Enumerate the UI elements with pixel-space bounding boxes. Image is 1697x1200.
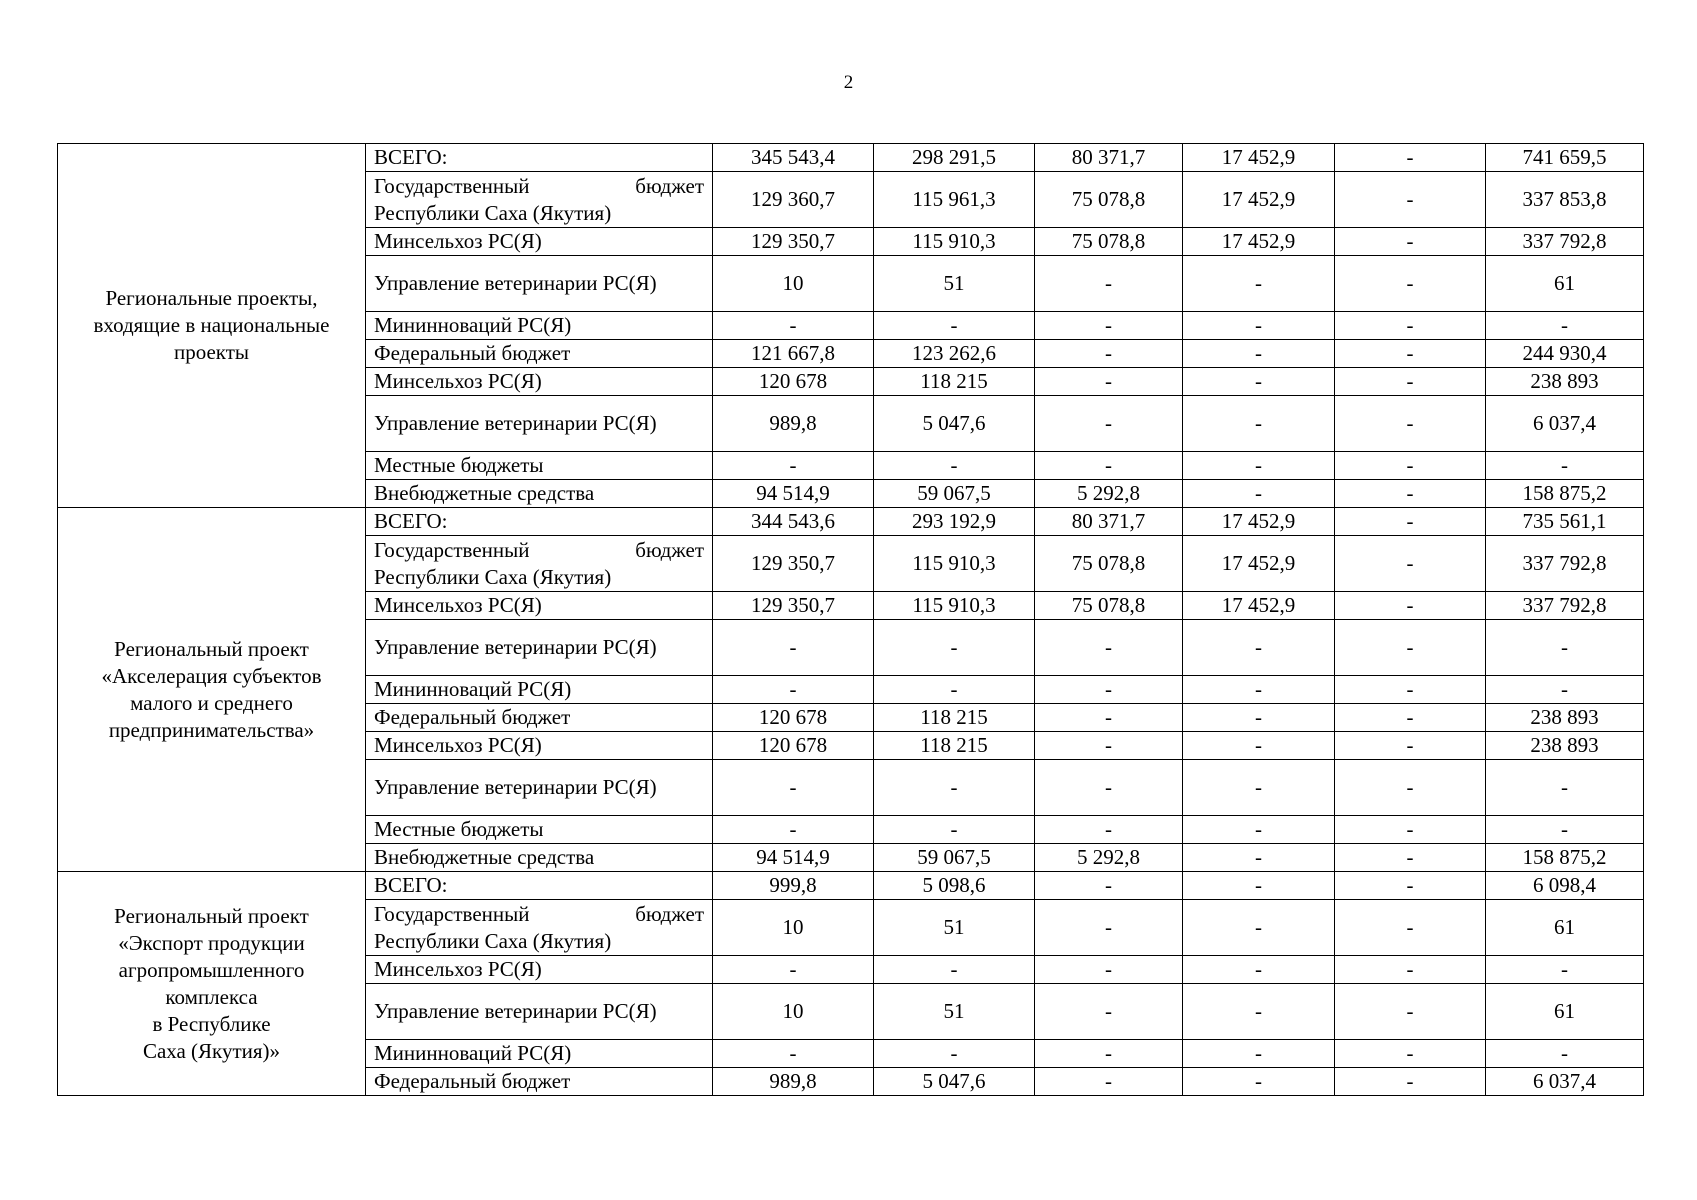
amount-cell: 735 561,1 <box>1486 508 1644 536</box>
amount-cell: - <box>1035 676 1183 704</box>
amount-cell: 129 350,7 <box>713 536 874 592</box>
amount-cell: 238 893 <box>1486 732 1644 760</box>
amount-cell: 75 078,8 <box>1035 592 1183 620</box>
project-name-line: предпринимательства» <box>108 717 315 742</box>
amount-cell: 298 291,5 <box>874 144 1035 172</box>
funding-source-cell: Местные бюджеты <box>366 452 713 480</box>
amount-cell: - <box>1335 956 1486 984</box>
amount-cell: - <box>874 676 1035 704</box>
amount-cell: 337 792,8 <box>1486 228 1644 256</box>
amount-cell: 123 262,6 <box>874 340 1035 368</box>
funding-source-cell: Мининноваций РС(Я) <box>366 312 713 340</box>
amount-cell: - <box>1183 844 1335 872</box>
amount-cell: 94 514,9 <box>713 844 874 872</box>
funding-source-cell: ВСЕГО: <box>366 508 713 536</box>
amount-cell: - <box>713 816 874 844</box>
amount-cell: - <box>1335 732 1486 760</box>
amount-cell: - <box>1035 1068 1183 1096</box>
funding-source-cell: Федеральный бюджет <box>366 340 713 368</box>
amount-cell: - <box>713 312 874 340</box>
funding-source-cell: ВСЕГО: <box>366 144 713 172</box>
amount-cell: 5 047,6 <box>874 396 1035 452</box>
amount-cell: - <box>1335 844 1486 872</box>
project-name-line: Региональные проекты, <box>105 286 318 310</box>
project-name-cell <box>58 872 366 1096</box>
amount-cell: - <box>1486 620 1644 676</box>
amount-cell: - <box>1183 620 1335 676</box>
amount-cell: 293 192,9 <box>874 508 1035 536</box>
amount-cell: - <box>1183 340 1335 368</box>
funding-source-cell: Местные бюджеты <box>366 816 713 844</box>
amount-cell: - <box>1035 452 1183 480</box>
amount-cell: 120 678 <box>713 732 874 760</box>
project-name-line: Региональный проект <box>114 636 309 661</box>
amount-cell: - <box>1335 816 1486 844</box>
amount-cell: 115 910,3 <box>874 592 1035 620</box>
amount-cell: - <box>1183 900 1335 956</box>
page-number: 2 <box>843 72 854 93</box>
funding-source-cell: Минсельхоз РС(Я) <box>366 732 713 760</box>
amount-cell: - <box>713 760 874 816</box>
amount-cell: 17 452,9 <box>1183 144 1335 172</box>
amount-cell: 238 893 <box>1486 704 1644 732</box>
amount-cell: - <box>1183 984 1335 1040</box>
amount-cell: - <box>874 760 1035 816</box>
amount-cell: - <box>1335 872 1486 900</box>
amount-cell: 5 292,8 <box>1035 480 1183 508</box>
amount-cell: - <box>1183 732 1335 760</box>
amount-cell: 741 659,5 <box>1486 144 1644 172</box>
amount-cell: - <box>713 676 874 704</box>
amount-cell: - <box>1486 676 1644 704</box>
amount-cell: 120 678 <box>713 368 874 396</box>
project-name-line: проекты <box>173 340 250 364</box>
amount-cell: 118 215 <box>874 368 1035 396</box>
amount-cell: - <box>1335 1068 1486 1096</box>
amount-cell: - <box>874 816 1035 844</box>
amount-cell: - <box>1335 620 1486 676</box>
amount-cell: - <box>1035 620 1183 676</box>
amount-cell: - <box>1486 1040 1644 1068</box>
amount-cell: 10 <box>713 900 874 956</box>
budget-table <box>57 143 1644 1096</box>
amount-cell: 61 <box>1486 900 1644 956</box>
amount-cell: - <box>1183 452 1335 480</box>
amount-cell: 51 <box>874 900 1035 956</box>
amount-cell: 121 667,8 <box>713 340 874 368</box>
amount-cell: 51 <box>874 256 1035 312</box>
amount-cell: 337 853,8 <box>1486 172 1644 228</box>
funding-source-cell: Минсельхоз РС(Я) <box>366 228 713 256</box>
amount-cell: 115 910,3 <box>874 228 1035 256</box>
amount-cell: 75 078,8 <box>1035 172 1183 228</box>
funding-source-cell: Мининноваций РС(Я) <box>366 676 713 704</box>
amount-cell: - <box>1035 368 1183 396</box>
amount-cell: - <box>1035 984 1183 1040</box>
amount-cell: - <box>1335 508 1486 536</box>
funding-source-cell: Управление ветеринарии РС(Я) <box>366 620 713 676</box>
amount-cell: - <box>1486 760 1644 816</box>
amount-cell: 17 452,9 <box>1183 508 1335 536</box>
amount-cell: - <box>1335 480 1486 508</box>
amount-cell: 244 930,4 <box>1486 340 1644 368</box>
amount-cell: - <box>1035 256 1183 312</box>
amount-cell: 158 875,2 <box>1486 480 1644 508</box>
project-name-line: малого и среднего <box>130 690 293 715</box>
funding-source-cell: Внебюджетные средства <box>366 844 713 872</box>
funding-source-cell: Мининноваций РС(Я) <box>366 1040 713 1068</box>
amount-cell: 59 067,5 <box>874 844 1035 872</box>
amount-cell: 337 792,8 <box>1486 536 1644 592</box>
amount-cell: - <box>1335 676 1486 704</box>
funding-source-cell: Государственный бюджет Республики Саха (Якутия) <box>366 172 713 228</box>
amount-cell: 158 875,2 <box>1486 844 1644 872</box>
project-name-line: Региональный проект <box>114 903 309 928</box>
amount-cell: - <box>1035 704 1183 732</box>
amount-cell: - <box>713 1040 874 1068</box>
amount-cell: - <box>1335 900 1486 956</box>
amount-cell: - <box>1183 1068 1335 1096</box>
amount-cell: 10 <box>713 256 874 312</box>
amount-cell: - <box>1035 900 1183 956</box>
amount-cell: - <box>1486 816 1644 844</box>
amount-cell: 94 514,9 <box>713 480 874 508</box>
amount-cell: - <box>1183 396 1335 452</box>
funding-source-cell: Управление ветеринарии РС(Я) <box>366 984 713 1040</box>
amount-cell: 238 893 <box>1486 368 1644 396</box>
amount-cell: 6 037,4 <box>1486 396 1644 452</box>
amount-cell: 17 452,9 <box>1183 536 1335 592</box>
amount-cell: 6 098,4 <box>1486 872 1644 900</box>
amount-cell: 5 098,6 <box>874 872 1035 900</box>
amount-cell: - <box>1335 704 1486 732</box>
amount-cell: - <box>713 620 874 676</box>
amount-cell: 17 452,9 <box>1183 172 1335 228</box>
project-name-line: входящие в национальные <box>93 313 330 337</box>
amount-cell: - <box>1335 340 1486 368</box>
amount-cell: - <box>1335 312 1486 340</box>
amount-cell: - <box>1335 984 1486 1040</box>
amount-cell: - <box>1035 396 1183 452</box>
table-row <box>58 144 1644 172</box>
funding-source-cell: Минсельхоз РС(Я) <box>366 592 713 620</box>
amount-cell: 989,8 <box>713 1068 874 1096</box>
amount-cell: 999,8 <box>713 872 874 900</box>
project-name-line: «Экспорт продукции <box>118 930 305 955</box>
amount-cell: 129 360,7 <box>713 172 874 228</box>
amount-cell: 337 792,8 <box>1486 592 1644 620</box>
amount-cell: 5 292,8 <box>1035 844 1183 872</box>
amount-cell: - <box>1183 760 1335 816</box>
amount-cell: 6 037,4 <box>1486 1068 1644 1096</box>
funding-source-cell: Управление ветеринарии РС(Я) <box>366 396 713 452</box>
amount-cell: - <box>1183 1040 1335 1068</box>
amount-cell: - <box>1335 536 1486 592</box>
amount-cell: - <box>1335 172 1486 228</box>
amount-cell: - <box>1335 452 1486 480</box>
funding-source-cell: Государственный бюджет Республики Саха (Якутия) <box>366 900 713 956</box>
amount-cell: - <box>1335 368 1486 396</box>
amount-cell: 344 543,6 <box>713 508 874 536</box>
project-name-line: «Акселерация субъектов <box>101 663 322 688</box>
amount-cell: - <box>1035 1040 1183 1068</box>
amount-cell: - <box>1035 312 1183 340</box>
amount-cell: - <box>1486 452 1644 480</box>
amount-cell: 75 078,8 <box>1035 536 1183 592</box>
amount-cell: 59 067,5 <box>874 480 1035 508</box>
amount-cell: - <box>1335 396 1486 452</box>
amount-cell: - <box>1335 592 1486 620</box>
amount-cell: - <box>1183 816 1335 844</box>
table-row <box>58 872 1644 900</box>
funding-source-cell: Управление ветеринарии РС(Я) <box>366 760 713 816</box>
project-name-cell <box>58 144 366 508</box>
amount-cell: - <box>1035 816 1183 844</box>
amount-cell: 5 047,6 <box>874 1068 1035 1096</box>
funding-source-cell: Государственный бюджет Республики Саха (Якутия) <box>366 536 713 592</box>
amount-cell: 989,8 <box>713 396 874 452</box>
amount-cell: 61 <box>1486 984 1644 1040</box>
funding-source-cell: Федеральный бюджет <box>366 1068 713 1096</box>
amount-cell: 51 <box>874 984 1035 1040</box>
amount-cell: 80 371,7 <box>1035 508 1183 536</box>
amount-cell: - <box>1183 480 1335 508</box>
amount-cell: - <box>874 956 1035 984</box>
amount-cell: - <box>1335 760 1486 816</box>
amount-cell: 75 078,8 <box>1035 228 1183 256</box>
amount-cell: - <box>1335 1040 1486 1068</box>
amount-cell: - <box>1486 312 1644 340</box>
funding-source-cell: Внебюджетные средства <box>366 480 713 508</box>
amount-cell: - <box>1035 872 1183 900</box>
amount-cell: - <box>1183 956 1335 984</box>
amount-cell: - <box>874 452 1035 480</box>
amount-cell: - <box>1183 312 1335 340</box>
amount-cell: - <box>1335 228 1486 256</box>
funding-source-cell: Минсельхоз РС(Я) <box>366 368 713 396</box>
amount-cell: - <box>1183 704 1335 732</box>
amount-cell: 345 543,4 <box>713 144 874 172</box>
project-name-line: агропромышленного <box>118 957 305 982</box>
amount-cell: 17 452,9 <box>1183 228 1335 256</box>
amount-cell: 129 350,7 <box>713 592 874 620</box>
amount-cell: - <box>1183 676 1335 704</box>
amount-cell: - <box>1486 956 1644 984</box>
amount-cell: - <box>713 956 874 984</box>
amount-cell: - <box>1183 368 1335 396</box>
amount-cell: 17 452,9 <box>1183 592 1335 620</box>
amount-cell: 118 215 <box>874 732 1035 760</box>
amount-cell: 118 215 <box>874 704 1035 732</box>
amount-cell: - <box>874 620 1035 676</box>
amount-cell: - <box>1183 872 1335 900</box>
table-row <box>58 508 1644 536</box>
amount-cell: 80 371,7 <box>1035 144 1183 172</box>
amount-cell: - <box>874 1040 1035 1068</box>
amount-cell: - <box>874 312 1035 340</box>
amount-cell: 115 910,3 <box>874 536 1035 592</box>
amount-cell: 120 678 <box>713 704 874 732</box>
funding-source-cell: Федеральный бюджет <box>366 704 713 732</box>
table-body <box>58 144 1644 1096</box>
amount-cell: - <box>713 452 874 480</box>
funding-source-cell: ВСЕГО: <box>366 872 713 900</box>
amount-cell: - <box>1335 144 1486 172</box>
funding-source-cell: Минсельхоз РС(Я) <box>366 956 713 984</box>
project-name-cell <box>58 508 366 872</box>
project-name-line: Саха (Якутия)» <box>142 1038 281 1063</box>
project-name-line: в Республике <box>152 1011 271 1036</box>
funding-source-cell: Управление ветеринарии РС(Я) <box>366 256 713 312</box>
amount-cell: 115 961,3 <box>874 172 1035 228</box>
amount-cell: 129 350,7 <box>713 228 874 256</box>
project-name-line: комплекса <box>165 984 258 1009</box>
amount-cell: - <box>1035 732 1183 760</box>
amount-cell: 61 <box>1486 256 1644 312</box>
amount-cell: - <box>1183 256 1335 312</box>
amount-cell: - <box>1035 340 1183 368</box>
amount-cell: - <box>1035 760 1183 816</box>
amount-cell: - <box>1335 256 1486 312</box>
amount-cell: - <box>1035 956 1183 984</box>
amount-cell: 10 <box>713 984 874 1040</box>
